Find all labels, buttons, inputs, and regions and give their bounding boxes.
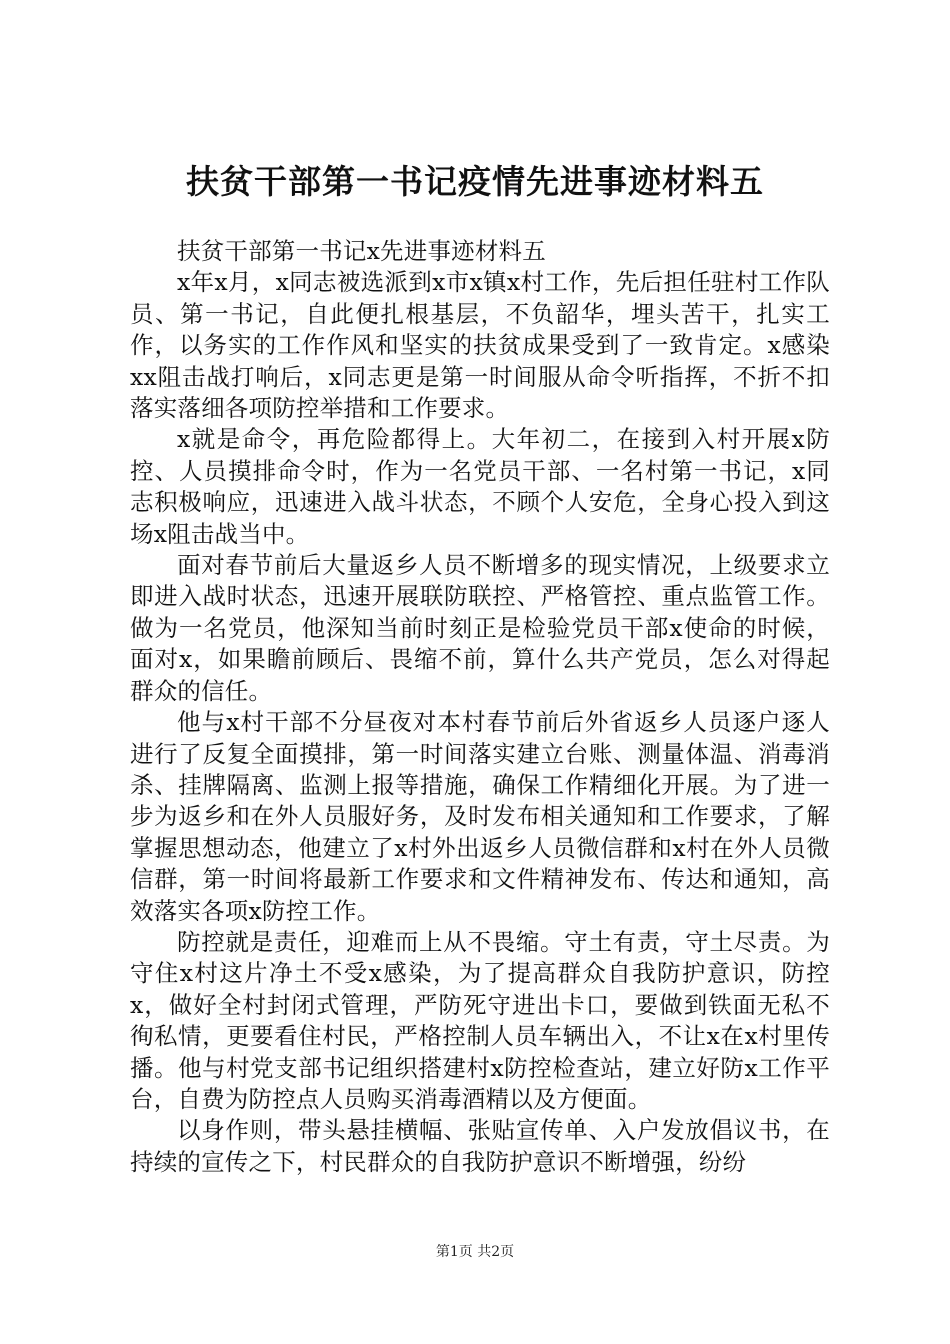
paragraph: 扶贫干部第一书记x先进事迹材料五 [177, 237, 546, 265]
paragraph: 防控就是责任，迎难而上从不畏缩。守土有责，守土尽责。为守住x村这片净土不受x感染，为了提高群众自我防护意识，防控x，做好全村封闭式管理，严防死守进出卡口，要做到铁面无私不徇私情，更要看住村民，严格控制人员车辆出入，不让x在x村里传播。他与村党支部书记组织搭建村x防控检查站，建立好防x工作平台，自费为防控点人员购买消毒酒精以及方便面。 [130, 927, 830, 1113]
paragraph: 面对春节前后大量返乡人员不断增多的现实情况，上级要求立即进入战时状态，迅速开展联防联控、严格管控、重点监管工作。做为一名党员，他深知当前时刻正是检验党员干部x使命的时候，面对x，如果瞻前顾后、畏缩不前，算什么共产党员，怎么对得起群众的信任。 [130, 551, 830, 705]
paragraph: x年x月，x同志被选派到x市x镇x村工作，先后担任驻村工作队员、第一书记，自此便扎根基层，不负韶华，埋头苦干，扎实工作，以务实的工作作风和坚实的扶贫成果受到了一致肯定。x感染xx阻击战打响后，x同志更是第一时间服从命令听指挥，不折不扣落实落细各项防控举措和工作要求。 [130, 268, 830, 423]
paragraph: x就是命令，再危险都得上。大年初二，在接到入村开展x防控、人员摸排命令时，作为一名党员干部、一名村第一书记，x同志积极响应，迅速进入战斗状态，不顾个人安危，全身心投入到这场x阻击战当中。 [130, 425, 830, 548]
document-body [130, 236, 830, 1178]
page-number-footer: 第1页 共2页 [435, 1244, 515, 1260]
paragraph: 以身作则，带头悬挂横幅、张贴宣传单、入户发放倡议书，在持续的宣传之下，村民群众的自我防护意识不断增强，纷纷 [130, 1116, 830, 1176]
document-title: 扶贫干部第一书记疫情先进事迹材料五 [186, 162, 764, 201]
paragraph: 他与x村干部不分昼夜对本村春节前后外省返乡人员逐户逐人进行了反复全面摸排，第一时间落实建立台账、测量体温、消毒消杀、挂牌隔离、监测上报等措施，确保工作精细化开展。为了进一步为返乡和在外人员服好务，及时发布相关通知和工作要求，了解掌握思想动态，他建立了x村外出返乡人员微信群和x村在外人员微信群，第一时间将最新工作要求和文件精神发布、传达和通知，高效落实各项x防控工作。 [130, 708, 830, 925]
